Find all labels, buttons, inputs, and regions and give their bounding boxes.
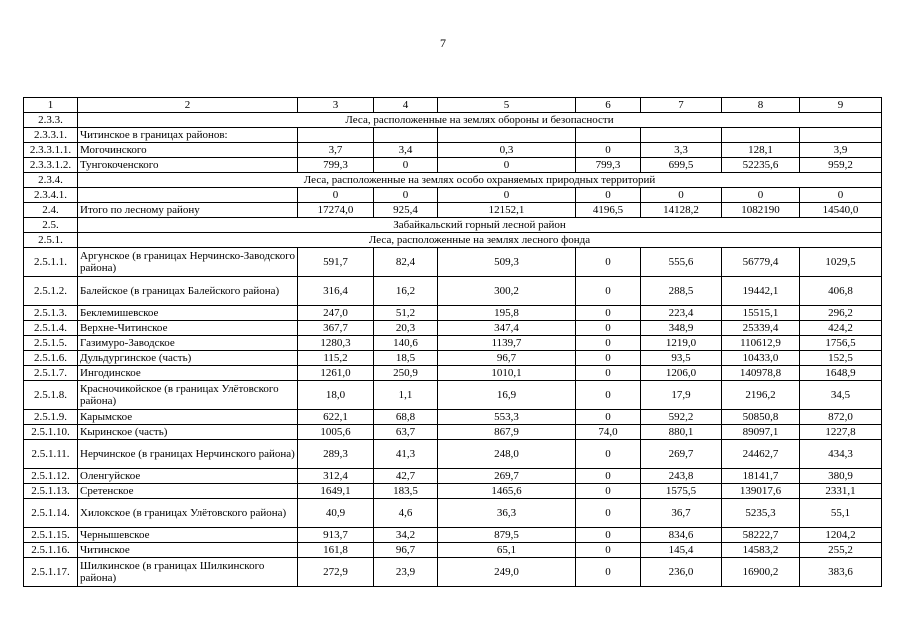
value-cell: 243,8 xyxy=(641,469,722,484)
value-cell: 0 xyxy=(576,321,641,336)
table-row xyxy=(24,203,882,218)
row-name: Читинское xyxy=(78,543,298,558)
section-title: Леса, расположенные на землях обороны и безопасности xyxy=(78,113,882,128)
row-name: Верхне-Читинское xyxy=(78,321,298,336)
value-cell: 14540,0 xyxy=(800,203,882,218)
value-cell: 12152,1 xyxy=(438,203,576,218)
value-cell: 42,7 xyxy=(374,469,438,484)
value-cell: 434,3 xyxy=(800,440,882,469)
value-cell: 289,3 xyxy=(298,440,374,469)
value-cell: 380,9 xyxy=(800,469,882,484)
value-cell: 96,7 xyxy=(374,543,438,558)
row-name: Читинское в границах районов: xyxy=(78,128,298,143)
value-cell: 110612,9 xyxy=(722,336,800,351)
value-cell: 959,2 xyxy=(800,158,882,173)
value-cell: 0 xyxy=(576,306,641,321)
value-cell: 872,0 xyxy=(800,410,882,425)
value-cell: 74,0 xyxy=(576,425,641,440)
value-cell: 591,7 xyxy=(298,248,374,277)
value-cell: 0 xyxy=(800,188,882,203)
value-cell: 1219,0 xyxy=(641,336,722,351)
table-row xyxy=(24,558,882,587)
empty-cell xyxy=(722,128,800,143)
value-cell: 424,2 xyxy=(800,321,882,336)
value-cell: 1010,1 xyxy=(438,366,576,381)
value-cell: 1204,2 xyxy=(800,528,882,543)
row-name: Ингодинское xyxy=(78,366,298,381)
value-cell: 1649,1 xyxy=(298,484,374,499)
row-code: 2.5.1.9. xyxy=(24,410,78,425)
row-code: 2.3.3.1. xyxy=(24,128,78,143)
value-cell: 913,7 xyxy=(298,528,374,543)
value-cell: 0 xyxy=(576,469,641,484)
value-cell: 20,3 xyxy=(374,321,438,336)
row-code: 2.4. xyxy=(24,203,78,218)
table-row xyxy=(24,543,882,558)
section-title: Забайкальский горный лесной район xyxy=(78,218,882,233)
value-cell: 250,9 xyxy=(374,366,438,381)
table-row xyxy=(24,351,882,366)
row-name: Хилокское (в границах Улётовского района) xyxy=(78,499,298,528)
table-row xyxy=(24,469,882,484)
value-cell: 1280,3 xyxy=(298,336,374,351)
column-header: 2 xyxy=(78,98,298,113)
row-name: Аргунское (в границах Нерчинско-Заводского района) xyxy=(78,248,298,277)
value-cell: 93,5 xyxy=(641,351,722,366)
empty-cell xyxy=(374,128,438,143)
value-cell: 140978,8 xyxy=(722,366,800,381)
row-code: 2.5.1.16. xyxy=(24,543,78,558)
value-cell: 16900,2 xyxy=(722,558,800,587)
value-cell: 3,4 xyxy=(374,143,438,158)
value-cell: 1139,7 xyxy=(438,336,576,351)
value-cell: 300,2 xyxy=(438,277,576,306)
column-header: 9 xyxy=(800,98,882,113)
row-code: 2.5.1.11. xyxy=(24,440,78,469)
table-row xyxy=(24,321,882,336)
row-code: 2.5.1.15. xyxy=(24,528,78,543)
value-cell: 145,4 xyxy=(641,543,722,558)
row-name: Шилкинское (в границах Шилкинского района) xyxy=(78,558,298,587)
row-code: 2.3.3. xyxy=(24,113,78,128)
value-cell: 0 xyxy=(576,543,641,558)
value-cell: 1082190 xyxy=(722,203,800,218)
value-cell: 248,0 xyxy=(438,440,576,469)
row-code: 2.5.1.5. xyxy=(24,336,78,351)
value-cell: 36,3 xyxy=(438,499,576,528)
value-cell: 55,1 xyxy=(800,499,882,528)
column-header: 7 xyxy=(641,98,722,113)
row-code: 2.5.1.2. xyxy=(24,277,78,306)
value-cell: 0 xyxy=(576,188,641,203)
value-cell: 82,4 xyxy=(374,248,438,277)
value-cell: 16,2 xyxy=(374,277,438,306)
value-cell: 1575,5 xyxy=(641,484,722,499)
row-code: 2.3.3.1.1. xyxy=(24,143,78,158)
value-cell: 139017,6 xyxy=(722,484,800,499)
table-row xyxy=(24,410,882,425)
table-row xyxy=(24,128,882,143)
row-name: Тунгокоченского xyxy=(78,158,298,173)
value-cell: 269,7 xyxy=(641,440,722,469)
row-name xyxy=(78,188,298,203)
value-cell: 288,5 xyxy=(641,277,722,306)
value-cell: 51,2 xyxy=(374,306,438,321)
value-cell: 0 xyxy=(576,143,641,158)
value-cell: 799,3 xyxy=(298,158,374,173)
table-row xyxy=(24,143,882,158)
value-cell: 14583,2 xyxy=(722,543,800,558)
table-row xyxy=(24,528,882,543)
value-cell: 19442,1 xyxy=(722,277,800,306)
table-row xyxy=(24,366,882,381)
value-cell: 34,5 xyxy=(800,381,882,410)
value-cell: 36,7 xyxy=(641,499,722,528)
value-cell: 58222,7 xyxy=(722,528,800,543)
row-name: Балейское (в границах Балейского района) xyxy=(78,277,298,306)
value-cell: 3,7 xyxy=(298,143,374,158)
row-name: Итого по лесному району xyxy=(78,203,298,218)
value-cell: 0 xyxy=(576,351,641,366)
value-cell: 383,6 xyxy=(800,558,882,587)
value-cell: 96,7 xyxy=(438,351,576,366)
table-row xyxy=(24,336,882,351)
column-header: 4 xyxy=(374,98,438,113)
value-cell: 50850,8 xyxy=(722,410,800,425)
row-code: 2.5.1.6. xyxy=(24,351,78,366)
value-cell: 140,6 xyxy=(374,336,438,351)
table-row xyxy=(24,381,882,410)
row-name: Чернышевское xyxy=(78,528,298,543)
value-cell: 40,9 xyxy=(298,499,374,528)
row-code: 2.5.1.17. xyxy=(24,558,78,587)
value-cell: 0 xyxy=(576,381,641,410)
section-row xyxy=(24,173,882,188)
empty-cell xyxy=(800,128,882,143)
column-header: 8 xyxy=(722,98,800,113)
row-code: 2.5.1.12. xyxy=(24,469,78,484)
row-code: 2.5.1.7. xyxy=(24,366,78,381)
value-cell: 316,4 xyxy=(298,277,374,306)
row-code: 2.5.1.14. xyxy=(24,499,78,528)
row-code: 2.5.1.4. xyxy=(24,321,78,336)
section-row xyxy=(24,233,882,248)
table-row xyxy=(24,188,882,203)
value-cell: 0 xyxy=(576,484,641,499)
value-cell: 25339,4 xyxy=(722,321,800,336)
row-name: Красночикойское (в границах Улётовского района) xyxy=(78,381,298,410)
header-row xyxy=(24,98,882,113)
column-header: 6 xyxy=(576,98,641,113)
value-cell: 3,9 xyxy=(800,143,882,158)
value-cell: 2196,2 xyxy=(722,381,800,410)
value-cell: 52235,6 xyxy=(722,158,800,173)
value-cell: 23,9 xyxy=(374,558,438,587)
value-cell: 152,5 xyxy=(800,351,882,366)
value-cell: 1465,6 xyxy=(438,484,576,499)
value-cell: 3,3 xyxy=(641,143,722,158)
value-cell: 553,3 xyxy=(438,410,576,425)
value-cell: 128,1 xyxy=(722,143,800,158)
value-cell: 1227,8 xyxy=(800,425,882,440)
value-cell: 880,1 xyxy=(641,425,722,440)
value-cell: 0 xyxy=(722,188,800,203)
value-cell: 1029,5 xyxy=(800,248,882,277)
empty-cell xyxy=(576,128,641,143)
value-cell: 0 xyxy=(641,188,722,203)
forest-data-table xyxy=(23,97,882,587)
value-cell: 63,7 xyxy=(374,425,438,440)
value-cell: 0 xyxy=(438,188,576,203)
value-cell: 699,5 xyxy=(641,158,722,173)
value-cell: 296,2 xyxy=(800,306,882,321)
value-cell: 272,9 xyxy=(298,558,374,587)
value-cell: 555,6 xyxy=(641,248,722,277)
value-cell: 5235,3 xyxy=(722,499,800,528)
row-code: 2.5.1.1. xyxy=(24,248,78,277)
value-cell: 1206,0 xyxy=(641,366,722,381)
value-cell: 1261,0 xyxy=(298,366,374,381)
value-cell: 249,0 xyxy=(438,558,576,587)
value-cell: 255,2 xyxy=(800,543,882,558)
value-cell: 0 xyxy=(374,158,438,173)
empty-cell xyxy=(641,128,722,143)
value-cell: 834,6 xyxy=(641,528,722,543)
row-code: 2.3.3.1.2. xyxy=(24,158,78,173)
row-name: Могочинского xyxy=(78,143,298,158)
value-cell: 56779,4 xyxy=(722,248,800,277)
table-row xyxy=(24,158,882,173)
value-cell: 41,3 xyxy=(374,440,438,469)
row-code: 2.5.1.8. xyxy=(24,381,78,410)
value-cell: 0 xyxy=(438,158,576,173)
value-cell: 161,8 xyxy=(298,543,374,558)
section-title: Леса, расположенные на землях лесного фонда xyxy=(78,233,882,248)
value-cell: 65,1 xyxy=(438,543,576,558)
row-code: 2.5.1. xyxy=(24,233,78,248)
value-cell: 347,4 xyxy=(438,321,576,336)
row-name: Сретенское xyxy=(78,484,298,499)
table-row xyxy=(24,306,882,321)
row-code: 2.5.1.10. xyxy=(24,425,78,440)
value-cell: 2331,1 xyxy=(800,484,882,499)
value-cell: 0 xyxy=(576,277,641,306)
value-cell: 799,3 xyxy=(576,158,641,173)
row-code: 2.3.4. xyxy=(24,173,78,188)
column-header: 5 xyxy=(438,98,576,113)
value-cell: 195,8 xyxy=(438,306,576,321)
value-cell: 0 xyxy=(576,440,641,469)
value-cell: 247,0 xyxy=(298,306,374,321)
table-row xyxy=(24,248,882,277)
value-cell: 4,6 xyxy=(374,499,438,528)
value-cell: 1756,5 xyxy=(800,336,882,351)
value-cell: 0 xyxy=(576,499,641,528)
value-cell: 348,9 xyxy=(641,321,722,336)
value-cell: 0 xyxy=(576,366,641,381)
value-cell: 17,9 xyxy=(641,381,722,410)
table-row xyxy=(24,484,882,499)
column-header: 1 xyxy=(24,98,78,113)
value-cell: 509,3 xyxy=(438,248,576,277)
value-cell: 18,5 xyxy=(374,351,438,366)
value-cell: 115,2 xyxy=(298,351,374,366)
row-code: 2.3.4.1. xyxy=(24,188,78,203)
page-number: 7 xyxy=(440,36,446,50)
value-cell: 0 xyxy=(374,188,438,203)
value-cell: 223,4 xyxy=(641,306,722,321)
table-row xyxy=(24,425,882,440)
value-cell: 269,7 xyxy=(438,469,576,484)
value-cell: 622,1 xyxy=(298,410,374,425)
row-name: Газимуро-Заводское xyxy=(78,336,298,351)
value-cell: 0 xyxy=(576,248,641,277)
value-cell: 1,1 xyxy=(374,381,438,410)
row-name: Нерчинское (в границах Нерчинского района) xyxy=(78,440,298,469)
value-cell: 1005,6 xyxy=(298,425,374,440)
value-cell: 183,5 xyxy=(374,484,438,499)
table-row xyxy=(24,499,882,528)
value-cell: 0,3 xyxy=(438,143,576,158)
value-cell: 10433,0 xyxy=(722,351,800,366)
row-name: Карымское xyxy=(78,410,298,425)
section-row xyxy=(24,113,882,128)
value-cell: 18,0 xyxy=(298,381,374,410)
value-cell: 367,7 xyxy=(298,321,374,336)
section-title: Леса, расположенные на землях особо охраняемых природных территорий xyxy=(78,173,882,188)
value-cell: 0 xyxy=(576,410,641,425)
column-header: 3 xyxy=(298,98,374,113)
value-cell: 1648,9 xyxy=(800,366,882,381)
empty-cell xyxy=(438,128,576,143)
row-name: Оленгуйское xyxy=(78,469,298,484)
value-cell: 89097,1 xyxy=(722,425,800,440)
value-cell: 0 xyxy=(298,188,374,203)
row-name: Кыринское (часть) xyxy=(78,425,298,440)
row-name: Беклемишевское xyxy=(78,306,298,321)
value-cell: 16,9 xyxy=(438,381,576,410)
value-cell: 15515,1 xyxy=(722,306,800,321)
section-row xyxy=(24,218,882,233)
value-cell: 14128,2 xyxy=(641,203,722,218)
row-code: 2.5.1.13. xyxy=(24,484,78,499)
row-code: 2.5.1.3. xyxy=(24,306,78,321)
value-cell: 0 xyxy=(576,528,641,543)
value-cell: 236,0 xyxy=(641,558,722,587)
row-name: Дульдургинское (часть) xyxy=(78,351,298,366)
table-row xyxy=(24,277,882,306)
value-cell: 24462,7 xyxy=(722,440,800,469)
value-cell: 312,4 xyxy=(298,469,374,484)
value-cell: 0 xyxy=(576,336,641,351)
value-cell: 17274,0 xyxy=(298,203,374,218)
value-cell: 925,4 xyxy=(374,203,438,218)
value-cell: 867,9 xyxy=(438,425,576,440)
empty-cell xyxy=(298,128,374,143)
table-row xyxy=(24,440,882,469)
value-cell: 879,5 xyxy=(438,528,576,543)
row-code: 2.5. xyxy=(24,218,78,233)
value-cell: 0 xyxy=(576,558,641,587)
value-cell: 34,2 xyxy=(374,528,438,543)
value-cell: 18141,7 xyxy=(722,469,800,484)
value-cell: 592,2 xyxy=(641,410,722,425)
value-cell: 4196,5 xyxy=(576,203,641,218)
value-cell: 406,8 xyxy=(800,277,882,306)
value-cell: 68,8 xyxy=(374,410,438,425)
